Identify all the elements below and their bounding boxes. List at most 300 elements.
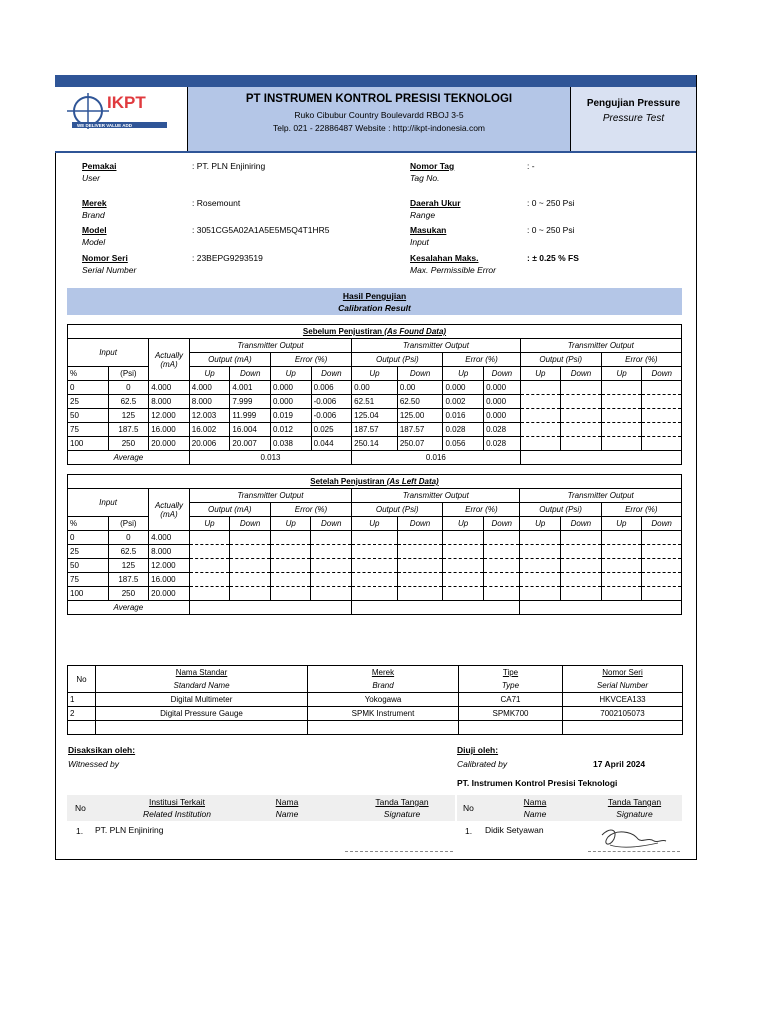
empty-cell — [520, 587, 561, 601]
empty-cell — [443, 559, 484, 573]
value-cell: 0.044 — [311, 437, 352, 451]
empty-cell — [601, 531, 642, 545]
result-subtitle: Calibration Result — [338, 303, 411, 313]
actual-cell: 20.000 — [149, 587, 190, 601]
value-cell: 0.000 — [443, 381, 484, 395]
value-cell: 0.000 — [270, 395, 311, 409]
tested-label: Diuji oleh: — [457, 745, 499, 755]
value-cell: 0.056 — [443, 437, 484, 451]
table-row — [68, 587, 682, 601]
down-header: Down — [484, 367, 521, 381]
value-cell: 125.04 — [352, 409, 398, 423]
value-cell: -0.006 — [311, 395, 352, 409]
down-header: Down — [561, 517, 602, 531]
value-cell: 62.51 — [352, 395, 398, 409]
empty-cell — [601, 559, 642, 573]
actual-cell: 8.000 — [149, 395, 190, 409]
pct-cell: 25 — [68, 395, 109, 409]
average-row — [68, 601, 682, 615]
tested-label-en: Calibrated by — [457, 759, 508, 769]
empty-cell — [397, 531, 443, 545]
empty-cell — [397, 545, 443, 559]
table-title-row — [68, 475, 682, 489]
psi-cell: 62.5 — [108, 545, 149, 559]
pct-cell: 100 — [68, 437, 109, 451]
psi-cell: 62.5 — [108, 395, 149, 409]
value-cell: 0.000 — [270, 381, 311, 395]
institution-header: Institusi Terkait Related Institution — [142, 797, 212, 819]
input-header: Input — [68, 339, 149, 367]
no-cell: 1 — [68, 693, 96, 707]
test-subtitle: Pressure Test — [602, 113, 665, 124]
actual-cell: 4.000 — [149, 531, 190, 545]
empty-cell — [520, 395, 561, 409]
brand-header: Merek — [308, 666, 459, 680]
value-cell: 16.002 — [189, 423, 230, 437]
empty-cell — [443, 573, 484, 587]
up-header: Up — [520, 517, 561, 531]
pct-cell: 75 — [68, 573, 109, 587]
actual-cell: 20.000 — [149, 437, 190, 451]
tester-name-header: Nama Name — [523, 797, 547, 819]
empty-cell — [189, 587, 230, 601]
value-cell: 4.001 — [230, 381, 271, 395]
witness-name-header: Nama Name — [275, 797, 299, 819]
witness-label-en: Witnessed by — [68, 759, 119, 769]
test-title: Pengujian Pressure — [586, 98, 681, 109]
serial-cell: 7002105073 — [563, 707, 683, 721]
empty-cell — [561, 437, 602, 451]
value-cell: 4.000 — [189, 381, 230, 395]
tester-no-header: No — [463, 803, 474, 813]
empty-cell — [642, 437, 682, 451]
psi-cell: 125 — [108, 559, 149, 573]
tag-label: Nomor Tag Tag No. — [410, 161, 455, 183]
average-value-2: 0.016 — [352, 451, 520, 465]
mpe-value: : ± 0.25 % FS — [527, 253, 579, 263]
empty-cell — [520, 559, 561, 573]
empty-cell — [561, 545, 602, 559]
result-title: Hasil Pengujian — [342, 291, 407, 301]
table-header-row — [68, 666, 683, 680]
down-header: Down — [642, 367, 682, 381]
empty-cell — [443, 531, 484, 545]
psi-cell: 250 — [108, 437, 149, 451]
value-cell: 187.57 — [352, 423, 398, 437]
tester-header-band — [457, 795, 682, 821]
value-cell: 0.016 — [443, 409, 484, 423]
average-row — [68, 451, 682, 465]
empty-cell — [189, 531, 230, 545]
transmitter-output-header: Transmitter Output — [352, 489, 520, 503]
output-ma-header: Output (mA) — [189, 503, 270, 517]
empty-cell — [520, 423, 561, 437]
as-found-table — [67, 324, 682, 465]
calibration-result-band — [67, 288, 682, 315]
table-row — [68, 693, 683, 707]
up-header: Up — [352, 367, 398, 381]
brand-label: Merek Brand — [82, 198, 107, 220]
empty-cell — [270, 587, 311, 601]
serial-label: Nomor Seri Serial Number — [82, 253, 137, 275]
table-row — [68, 395, 682, 409]
actual-cell: 12.000 — [149, 559, 190, 573]
down-header: Down — [561, 367, 602, 381]
type-header: Tipe — [459, 666, 563, 680]
psi-header: (Psi) — [108, 367, 149, 381]
transmitter-output-header: Transmitter Output — [189, 339, 351, 353]
empty-cell — [601, 545, 642, 559]
empty-cell — [561, 587, 602, 601]
value-cell: 0.019 — [270, 409, 311, 423]
transmitter-output-header: Transmitter Output — [189, 489, 351, 503]
empty-cell — [443, 545, 484, 559]
empty-cell — [520, 409, 561, 423]
test-title-block — [571, 87, 696, 151]
tester-signature-header: Tanda Tangan Signature — [607, 797, 662, 819]
down-header: Down — [311, 367, 352, 381]
value-cell: 0.012 — [270, 423, 311, 437]
serial-header: Nomor Seri — [563, 666, 683, 680]
standard-name-header: Nama Standar — [96, 666, 308, 680]
empty-cell — [443, 587, 484, 601]
pct-header: % — [68, 367, 109, 381]
psi-cell: 0 — [108, 381, 149, 395]
empty-cell — [311, 545, 352, 559]
witness-header-band — [67, 795, 455, 821]
test-date: 17 April 2024 — [593, 759, 646, 769]
brand-cell: Yokogawa — [308, 693, 459, 707]
psi-cell: 0 — [108, 531, 149, 545]
range-value: : 0 ~ 250 Psi — [527, 198, 575, 208]
table-row — [68, 559, 682, 573]
empty-cell — [311, 573, 352, 587]
empty-cell — [352, 587, 398, 601]
company-contact: Telp. 021 - 22886487 Website : http://ikpt-indonesia.com — [273, 123, 485, 133]
average-value-3 — [520, 451, 681, 465]
output-psi-header: Output (Psi) — [352, 353, 443, 367]
empty-cell — [642, 545, 682, 559]
average-value-1: 0.013 — [189, 451, 351, 465]
empty-cell — [601, 395, 642, 409]
value-cell: 0.028 — [443, 423, 484, 437]
error-header: Error (%) — [270, 503, 351, 517]
value-cell: 250.07 — [397, 437, 443, 451]
empty-cell — [642, 573, 682, 587]
user-label: Pemakai User — [82, 161, 117, 183]
error-header: Error (%) — [601, 353, 681, 367]
as-left-title: Setelah Penjustiran (As Left Data) — [68, 475, 682, 489]
value-cell: 0.028 — [484, 423, 521, 437]
empty-cell — [520, 437, 561, 451]
as-left-table — [67, 474, 682, 615]
empty-cell — [270, 545, 311, 559]
witness-label: Disaksikan oleh: — [68, 745, 136, 755]
error-header: Error (%) — [270, 353, 351, 367]
model-value: : 3051CG5A02A1A5E5M5Q4T1HR5 — [192, 225, 330, 235]
type-header-en: Type — [459, 679, 563, 693]
value-cell: 0.006 — [311, 381, 352, 395]
up-header: Up — [189, 517, 230, 531]
average-value-1 — [189, 601, 351, 615]
value-cell: 0.000 — [484, 409, 521, 423]
empty-cell — [352, 573, 398, 587]
transmitter-output-header: Transmitter Output — [520, 339, 681, 353]
handwritten-signature — [588, 821, 668, 855]
actually-header: Actually (mA) — [149, 489, 190, 531]
value-cell: 0.00 — [352, 381, 398, 395]
table-header-row — [68, 489, 682, 503]
witness-row-no: 1. — [76, 826, 84, 836]
brand-header-en: Brand — [308, 679, 459, 693]
empty-cell — [230, 587, 271, 601]
empty-cell — [311, 531, 352, 545]
range-label: Daerah Ukur Range — [410, 198, 461, 220]
empty-cell — [270, 559, 311, 573]
pct-cell: 25 — [68, 545, 109, 559]
error-header: Error (%) — [443, 503, 520, 517]
empty-cell — [520, 545, 561, 559]
empty-cell — [397, 587, 443, 601]
output-ma-header: Output (mA) — [189, 353, 270, 367]
pct-cell: 50 — [68, 409, 109, 423]
table-row — [68, 545, 682, 559]
empty-cell — [483, 559, 520, 573]
average-value-2 — [352, 601, 520, 615]
empty-cell — [561, 395, 602, 409]
witness-no-header: No — [75, 803, 86, 813]
down-header: Down — [397, 367, 443, 381]
header-top-bar — [55, 75, 696, 87]
empty-cell — [311, 587, 352, 601]
actual-cell: 8.000 — [149, 545, 190, 559]
actual-cell: 4.000 — [149, 381, 190, 395]
table-title-row — [68, 325, 682, 339]
empty-cell — [601, 437, 642, 451]
type-cell: CA71 — [459, 693, 563, 707]
empty-cell — [189, 559, 230, 573]
empty-cell — [642, 409, 682, 423]
type-cell: SPMK700 — [459, 707, 563, 721]
value-cell: 20.007 — [230, 437, 271, 451]
witness-signature-line — [345, 851, 453, 852]
table-header-row — [68, 339, 682, 353]
average-value-3 — [520, 601, 682, 615]
up-header: Up — [189, 367, 230, 381]
empty-cell — [483, 573, 520, 587]
value-cell: 0.00 — [397, 381, 443, 395]
value-cell: 62.50 — [397, 395, 443, 409]
actual-cell: 12.000 — [149, 409, 190, 423]
up-header: Up — [270, 367, 311, 381]
empty-cell — [642, 587, 682, 601]
empty-cell — [561, 559, 602, 573]
company-logo — [55, 87, 188, 151]
output-psi-header: Output (Psi) — [352, 503, 443, 517]
psi-header: (Psi) — [108, 517, 149, 531]
transmitter-output-header: Transmitter Output — [520, 489, 682, 503]
pct-cell: 100 — [68, 587, 109, 601]
pct-cell: 75 — [68, 423, 109, 437]
empty-cell — [520, 573, 561, 587]
up-header: Up — [443, 517, 484, 531]
pct-cell: 50 — [68, 559, 109, 573]
value-cell: 16.004 — [230, 423, 271, 437]
table-row — [68, 721, 683, 735]
company-block — [188, 87, 571, 151]
empty-cell — [561, 423, 602, 437]
table-row — [68, 381, 682, 395]
down-header: Down — [642, 517, 682, 531]
up-header: Up — [352, 517, 398, 531]
empty-cell — [270, 531, 311, 545]
value-cell: 0.038 — [270, 437, 311, 451]
empty-cell — [601, 587, 642, 601]
empty-cell — [311, 559, 352, 573]
input-label: Masukan Input — [410, 225, 447, 247]
empty-cell — [642, 395, 682, 409]
up-header: Up — [443, 367, 484, 381]
input-value: : 0 ~ 250 Psi — [527, 225, 575, 235]
empty-cell — [483, 587, 520, 601]
actual-cell: 16.000 — [149, 573, 190, 587]
table-row — [68, 423, 682, 437]
empty-cell — [520, 381, 561, 395]
transmitter-output-header: Transmitter Output — [352, 339, 520, 353]
value-cell: 125.00 — [397, 409, 443, 423]
table-row — [68, 707, 683, 721]
no-cell: 2 — [68, 707, 96, 721]
pct-cell: 0 — [68, 381, 109, 395]
witness-row-institution: PT. PLN Enjiniring — [95, 825, 164, 835]
table-row — [68, 409, 682, 423]
brand-cell: SPMK Instrument — [308, 707, 459, 721]
empty-cell — [352, 545, 398, 559]
empty-cell — [189, 573, 230, 587]
empty-cell — [230, 559, 271, 573]
down-header: Down — [483, 517, 520, 531]
down-header: Down — [311, 517, 352, 531]
serial-header-en: Serial Number — [563, 679, 683, 693]
empty-cell — [601, 423, 642, 437]
empty-cell — [601, 573, 642, 587]
empty-cell — [483, 545, 520, 559]
psi-cell: 250 — [108, 587, 149, 601]
pct-cell: 0 — [68, 531, 109, 545]
average-label: Average — [68, 601, 190, 615]
empty-cell — [601, 381, 642, 395]
actually-header: Actually (mA) — [149, 339, 190, 381]
tester-row-name: Didik Setyawan — [485, 825, 544, 835]
value-cell: 0.002 — [443, 395, 484, 409]
table-header-row — [68, 679, 683, 693]
actual-cell: 16.000 — [149, 423, 190, 437]
empty-cell — [642, 423, 682, 437]
table-row — [68, 531, 682, 545]
standard-name-cell: Digital Multimeter — [96, 693, 308, 707]
no-header: No — [68, 666, 96, 693]
empty-cell — [561, 409, 602, 423]
psi-cell: 125 — [108, 409, 149, 423]
empty-cell — [561, 381, 602, 395]
value-cell: 20.006 — [189, 437, 230, 451]
empty-cell — [230, 545, 271, 559]
standard-name-header-en: Standard Name — [96, 679, 308, 693]
value-cell: 0.028 — [484, 437, 521, 451]
serial-cell: HKVCEA133 — [563, 693, 683, 707]
pct-header: % — [68, 517, 109, 531]
empty-cell — [642, 531, 682, 545]
company-name: PT INSTRUMEN KONTROL PRESISI TEKNOLOGI — [245, 93, 513, 105]
empty-cell — [352, 559, 398, 573]
down-header: Down — [397, 517, 443, 531]
empty-cell — [352, 531, 398, 545]
psi-cell: 187.5 — [108, 423, 149, 437]
model-label: Model Model — [82, 225, 107, 247]
tester-company: PT. Instrumen Kontrol Presisi Teknologi — [457, 778, 618, 788]
serial-value: : 23BEPG9293519 — [192, 253, 263, 263]
value-cell: 187.57 — [397, 423, 443, 437]
error-header: Error (%) — [443, 353, 520, 367]
empty-cell — [230, 531, 271, 545]
value-cell: -0.006 — [311, 409, 352, 423]
logo-text: IKPT — [107, 93, 146, 112]
up-header: Up — [601, 367, 642, 381]
value-cell: 8.000 — [189, 395, 230, 409]
up-header: Up — [270, 517, 311, 531]
value-cell: 11.999 — [230, 409, 271, 423]
standards-table — [67, 665, 683, 735]
empty-cell — [601, 409, 642, 423]
output-psi-header: Output (Psi) — [520, 503, 601, 517]
down-header: Down — [230, 517, 271, 531]
value-cell: 0.025 — [311, 423, 352, 437]
empty-cell — [561, 531, 602, 545]
witness-signature-header: Tanda Tangan Signature — [375, 797, 429, 819]
brand-value: : Rosemount — [192, 198, 241, 208]
value-cell: 0.000 — [484, 395, 521, 409]
psi-cell: 187.5 — [108, 573, 149, 587]
document-frame — [55, 75, 697, 860]
empty-cell — [189, 545, 230, 559]
mpe-label: Kesalahan Maks. Max. Permissible Error — [410, 253, 496, 275]
empty-cell — [270, 573, 311, 587]
user-value: : PT. PLN Enjiniring — [192, 161, 266, 171]
empty-cell — [561, 573, 602, 587]
average-label: Average — [68, 451, 190, 465]
empty-cell — [397, 559, 443, 573]
error-header: Error (%) — [601, 503, 681, 517]
empty-cell — [520, 531, 561, 545]
empty-cell — [642, 559, 682, 573]
tester-row-no: 1. — [465, 826, 473, 836]
value-cell: 250.14 — [352, 437, 398, 451]
standard-name-cell: Digital Pressure Gauge — [96, 707, 308, 721]
down-header: Down — [230, 367, 271, 381]
up-header: Up — [520, 367, 561, 381]
value-cell: 7.999 — [230, 395, 271, 409]
document-header — [55, 87, 696, 153]
empty-cell — [483, 531, 520, 545]
tag-value: : - — [527, 161, 535, 171]
empty-cell — [642, 381, 682, 395]
table-row — [68, 573, 682, 587]
value-cell: 12.003 — [189, 409, 230, 423]
output-psi-header: Output (Psi) — [520, 353, 601, 367]
empty-cell — [230, 573, 271, 587]
empty-cell — [397, 573, 443, 587]
logo-tagline: WE DELIVER VALUE ADD — [77, 123, 133, 128]
